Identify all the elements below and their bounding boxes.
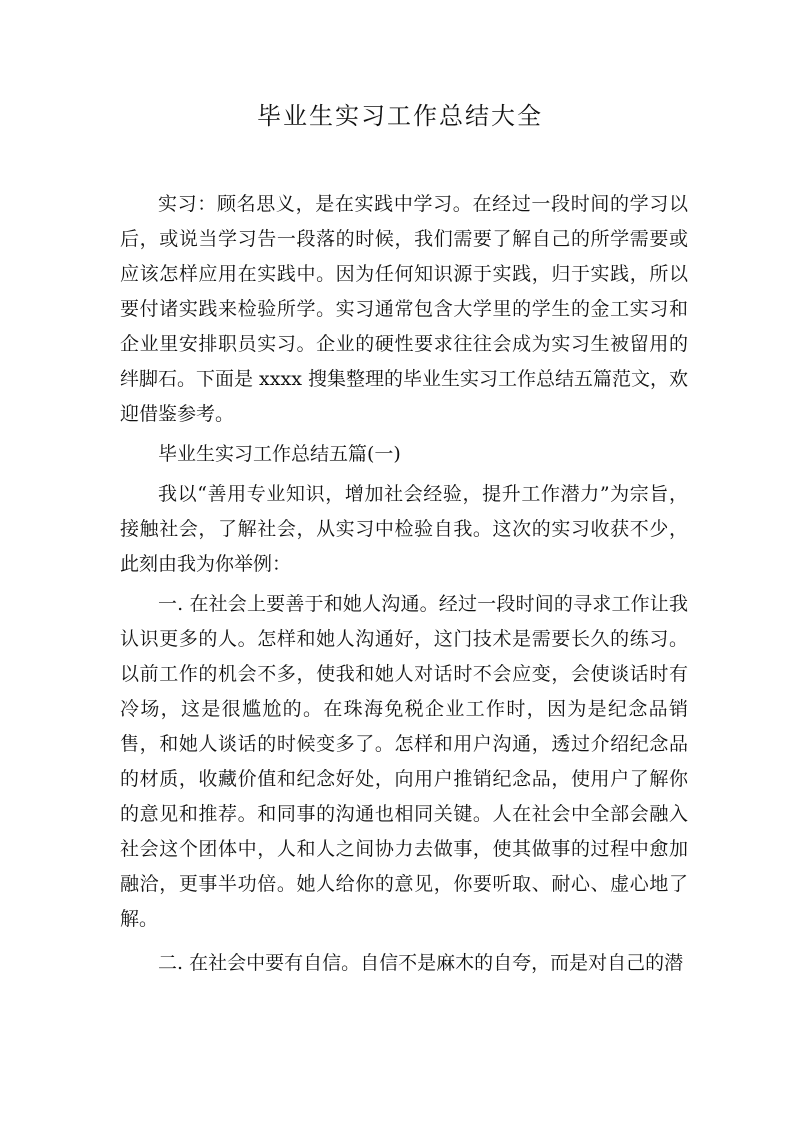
purpose-paragraph: 我以“善用专业知识，增加社会经验，提升工作潜力”为宗旨，接触社会，了解社会，从实习中检验自我。这次的实习收获不少，此刻由我为你举例：: [120, 483, 688, 575]
intro-paragraph: 实习：顾名思义，是在实践中学习。在经过一段时间的学习以后，或说当学习告一段落的时候，我们需要了解自己的所学需要或应该怎样应用在实践中。因为任何知识源于实践，归于实践，所以要付诸实践来检验所学。实习通常包含大学里的学生的金工实习和企业里安排职员实习。企业的硬性要求往往会成为实习生被留用的绊脚石。下面是 xxxx 搜集整理的毕业生实习工作总结五篇范文，欢迎借鉴参考。: [120, 193, 688, 425]
section-heading: 毕业生实习工作总结五篇(一): [158, 443, 401, 465]
point-two-paragraph: 二. 在社会中要有自信。自信不是麻木的自夸，而是对自己的潜: [158, 952, 684, 974]
point-one-paragraph: 一. 在社会上要善于和她人沟通。经过一段时间的寻求工作让我认识更多的人。怎样和她人沟通好，这门技术是需要长久的练习。以前工作的机会不多，使我和她人对话时不会应变，会使谈话时有冷场，这是很尴尬的。在珠海免税企业工作时，因为是纪念品销售，和她人谈话的时候变多了。怎样和用户沟通，透过介绍纪念品的材质，收藏价值和纪念好处，向用户推销纪念品，使用户了解你的意见和推荐。和同事的沟通也相同关键。人在社会中全部会融入社会这个团体中，人和人之间协力去做事，使其做事的过程中愈加融洽，更事半功倍。她人给你的意见，你要听取、耐心、虚心地了解。: [120, 593, 688, 930]
document-body: [120, 187, 688, 981]
document-title: 毕业生实习工作总结大全: [257, 102, 543, 130]
